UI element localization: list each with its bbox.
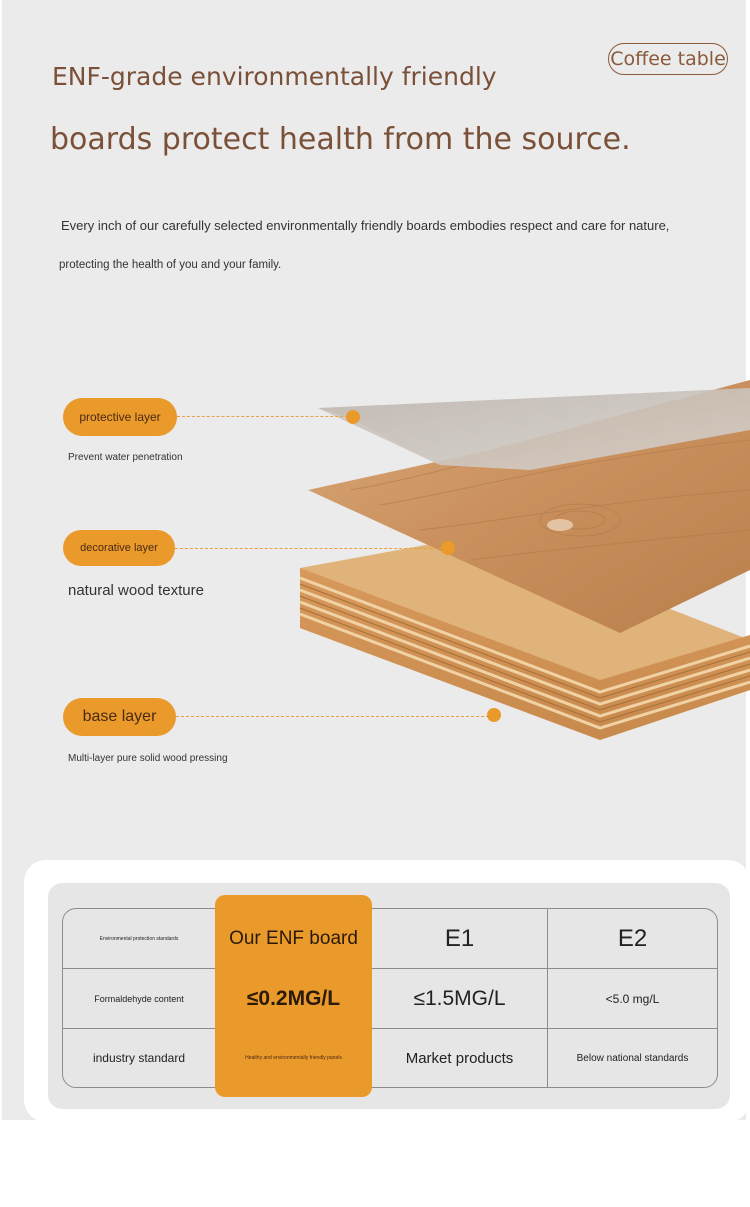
- protective-layer-desc: Prevent water penetration: [68, 452, 183, 463]
- decorative-leader-line: [175, 548, 447, 549]
- table-header-standards: Environmental protection standards: [99, 936, 179, 942]
- base-layer-desc: Multi-layer pure solid wood pressing: [68, 753, 228, 764]
- table-cell-enf-formaldehyde: ≤0.2MG/L: [246, 986, 341, 1010]
- headline-line-1: ENF-grade environmentally friendly: [52, 62, 497, 91]
- table-header-e1: E1: [444, 925, 475, 952]
- protective-marker-dot: [346, 410, 360, 424]
- table-row-label-industry: industry standard: [92, 1051, 186, 1065]
- intro-line-2: protecting the health of you and your family.: [59, 259, 282, 271]
- table-cell-enf-industry: Healthy and environmentally friendly panels: [245, 1055, 342, 1061]
- table-cell-e1-industry: Market products: [405, 1049, 514, 1067]
- board-layers-illustration: [290, 380, 750, 800]
- table-header-e2: E2: [617, 925, 648, 952]
- table-row-label-formaldehyde: Formaldehyde content: [94, 993, 184, 1004]
- decorative-layer-label: decorative layer: [63, 530, 175, 566]
- base-marker-dot: [487, 708, 501, 722]
- protective-leader-line: [177, 416, 353, 417]
- table-cell-e2-formaldehyde: <5.0 mg/L: [605, 991, 660, 1006]
- intro-line-1: Every inch of our carefully selected environmentally friendly boards embodies respect and care for nature,: [61, 218, 670, 233]
- decorative-marker-dot: [441, 541, 455, 555]
- protective-layer-label: protective layer: [63, 398, 177, 436]
- table-cell-e1-formaldehyde: ≤1.5MG/L: [413, 986, 506, 1010]
- headline-line-2: boards protect health from the source.: [50, 122, 631, 157]
- table-cell-e2-industry: Below national standards: [576, 1052, 689, 1064]
- table-header-enf: Our ENF board: [229, 928, 358, 949]
- decorative-layer-desc: natural wood texture: [68, 582, 204, 599]
- base-layer-label: base layer: [63, 698, 176, 736]
- base-leader-line: [176, 716, 494, 717]
- category-tag[interactable]: Coffee table: [608, 43, 728, 75]
